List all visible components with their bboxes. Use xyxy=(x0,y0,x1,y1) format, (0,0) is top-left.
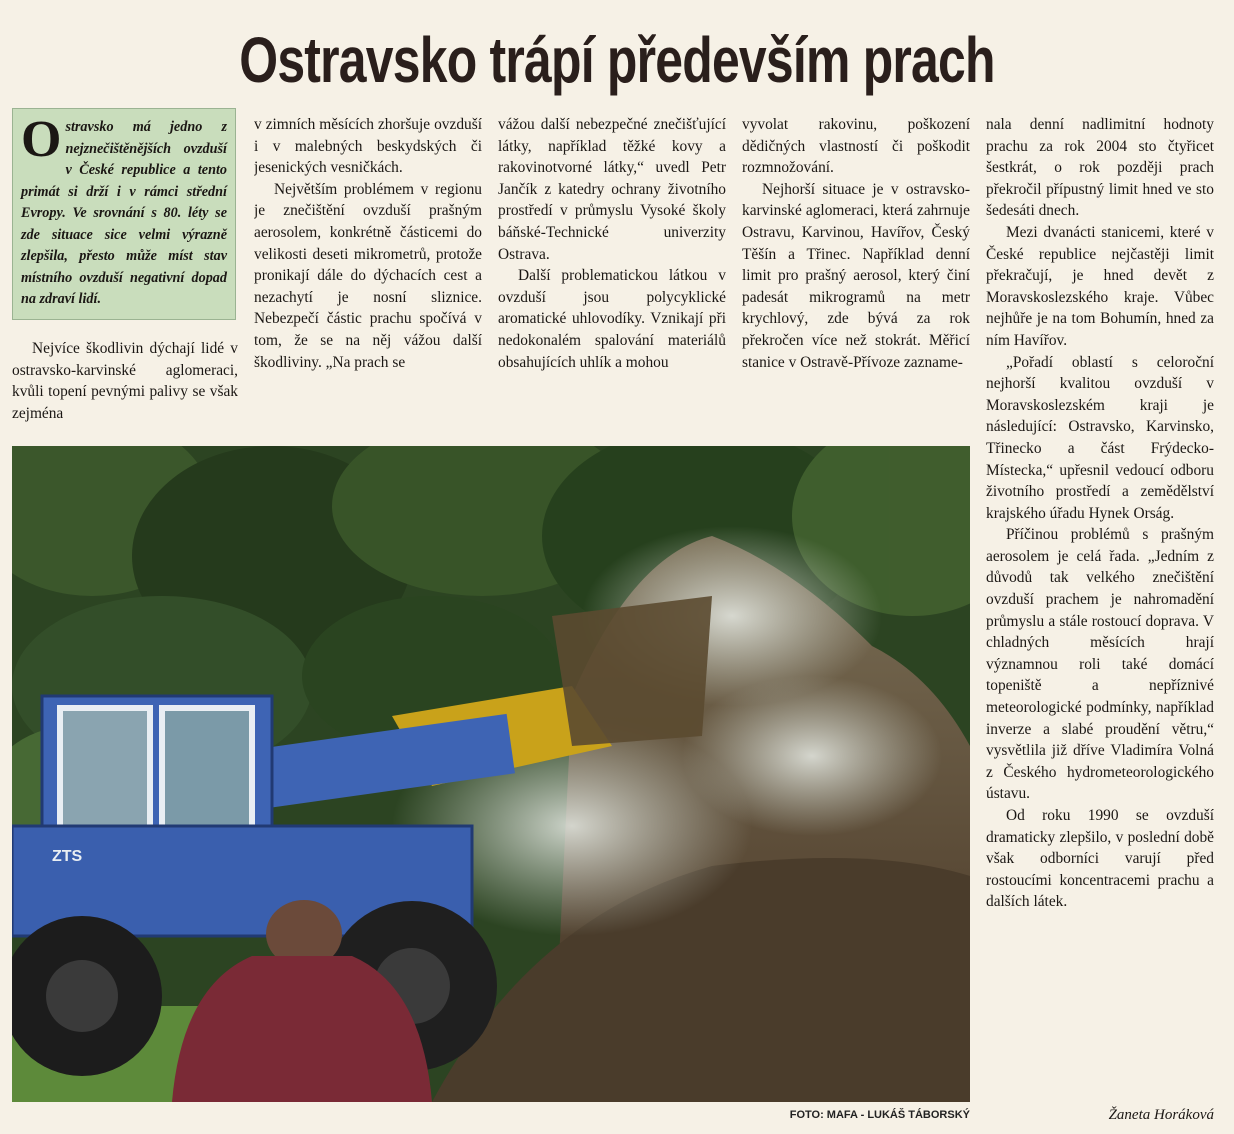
news-photo xyxy=(12,446,970,1102)
photo-illustration xyxy=(12,446,970,1102)
lead-box xyxy=(12,108,236,320)
headline: Ostravsko trápí především prach xyxy=(239,24,995,96)
paragraph: Největším problémem v regionu je znečištění ovzduší prašným aerosolem, konkrétně částicemi do velikosti deseti mikrometrů, protože pronikají dále do dýchacích cest a nezachytí je nosní sliznice. Nebezpečí částic prachu spočívá v tom, že se na něj vážou další škodliviny. „Na prach se xyxy=(254,180,482,371)
paragraph: vyvolat rakovinu, poškození dědičných vlastností či poškodit rozmnožování. xyxy=(742,116,970,177)
column-3 xyxy=(498,114,726,434)
paragraph: Příčinou problémů s prašným aerosolem je celá řada. „Jedním z důvodů tak velkého znečištění ovzduší prachem je nahromadění průmyslu a stále rostoucí doprava. V chladných měsících hrají významnou roli také domácí topeniště a nepříznivé meteorologické podmínky, například inverze a slabé proudění větru,“ vysvětlila již dříve Vladimíra Volná z Českého hydrometeorologického ústavu. xyxy=(986,526,1214,803)
dropcap: O xyxy=(21,111,62,168)
column-1 xyxy=(12,338,238,434)
paragraph: Nejvíce škodlivin dýchají lidé v ostravsko-karvinské aglomeraci, kvůli topení pevnými palivy se však zejména xyxy=(12,340,238,422)
paragraph: vážou další nebezpečné znečišťující látky, například těžké kovy a rakovinotvorné látky,“ uvedl Petr Jančík z katedry ochrany životního prostředí v průmyslu Vysoké školy báňské-Technické univerzity Ostrava. xyxy=(498,116,726,263)
paragraph: v zimních měsících zhoršuje ovzduší i v malebných beskydských či jesenických vesničkách. xyxy=(254,116,482,177)
paragraph: Od roku 1990 se ovzduší dramaticky zlepšilo, v poslední době však odborníci varují před rostoucími koncentracemi prachu a dalších látek. xyxy=(986,807,1214,911)
paragraph: Nejhorší situace je v ostravsko-karvinské aglomeraci, která zahrnuje Ostravu, Karvinou, Havířov, Český Těšín a Třinec. Například denní limit pro prašný aerosol, který činí padesát mikrogramů na metr krychlový, zde bývá za rok překročen více než stokrát. Měřicí stanice v Ostravě-Přívoze zazname- xyxy=(742,180,970,371)
paragraph: „Pořadí oblastí s celoroční nejhorší kvalitou ovzduší v Moravskoslezském kraji je následující: Ostravsko, Karvinsko, Třinecko a část Frýdecko-Místecka,“ upřesnil vedoucí odboru životního prostředí a zemědělství krajského úřadu Hynek Orság. xyxy=(986,353,1214,522)
paragraph: Mezi dvanácti stanicemi, které v České republice nejčastěji limit překračují, je hned devět z Moravskoslezského kraje. Vůbec nejhůře je na tom Bohumín, hned za ním Havířov. xyxy=(986,223,1214,349)
paragraph: nala denní nadlimitní hodnoty prachu za rok 2004 sto čtyřicet šestkrát, o rok později prach překročil přípustný limit hned ve sto šedesáti dnech. xyxy=(986,116,1214,220)
column-4 xyxy=(742,114,970,434)
column-5 xyxy=(986,114,1214,1104)
lead-text: stravsko má jedno z nejznečištěnějších ovzduší v České republice a tento primát si drží i v rámci střední Evropy. Ve srovnání s 80. léty se zde situace sice velmi výrazně zlepšila, přesto může míst stav místního ovzduší negativní dopad na zdraví lidí. xyxy=(21,119,227,307)
author-byline: Žaneta Horáková xyxy=(1108,1107,1214,1123)
photo-caption: FOTO: MAFA - LUKÁŠ TÁBORSKÝ xyxy=(789,1109,970,1121)
vehicle-label: ZTS xyxy=(52,848,83,865)
column-2 xyxy=(254,114,482,434)
paragraph: Další problematickou látkou v ovzduší jsou polycyklické aromatické uhlovodíky. Vznikají při nedokonalém spalování materiálů obsahujících uhlík a mohou xyxy=(498,267,726,371)
